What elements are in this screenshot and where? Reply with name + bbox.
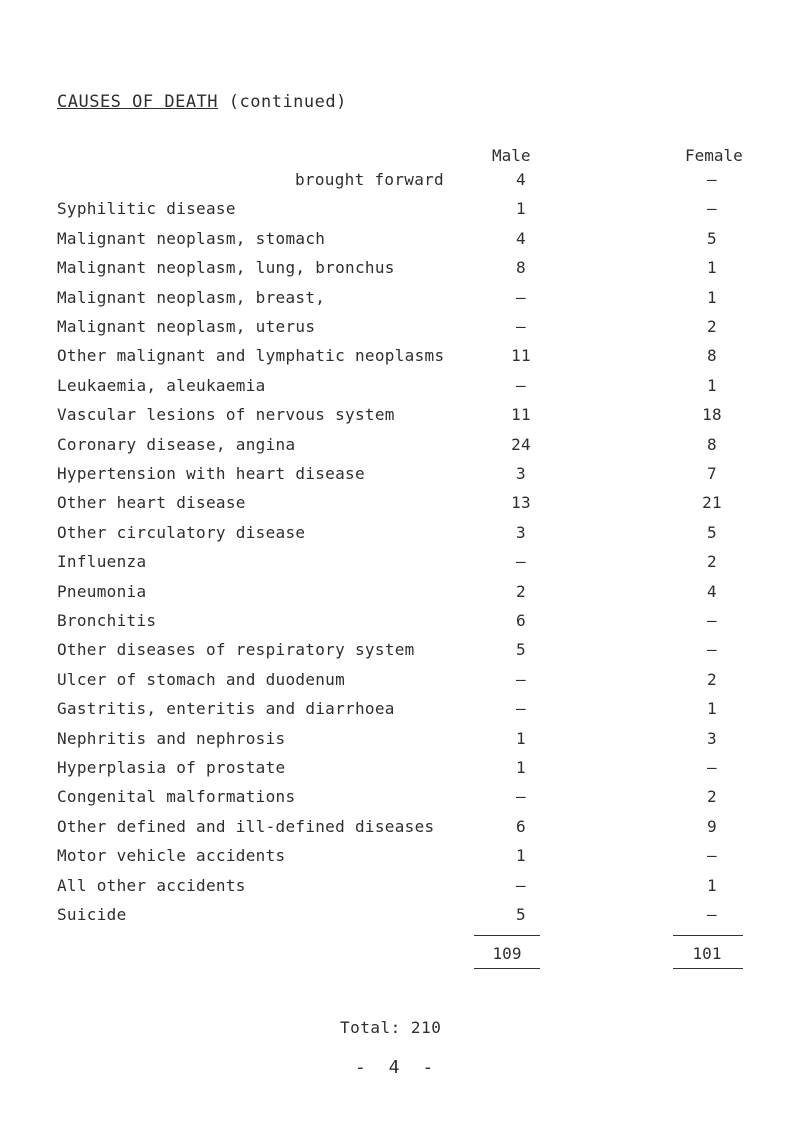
male-count: — <box>516 288 526 307</box>
table-row <box>57 523 757 547</box>
cause-label: Pneumonia <box>57 582 147 601</box>
table-row <box>57 288 757 312</box>
table-row <box>57 199 757 223</box>
male-count: 11 <box>511 346 531 365</box>
table-row <box>57 552 757 576</box>
table-row <box>57 464 757 488</box>
table-row <box>57 405 757 429</box>
male-count: 3 <box>516 464 526 483</box>
female-count: — <box>707 905 717 924</box>
male-count: 3 <box>516 523 526 542</box>
female-count: 3 <box>707 729 717 748</box>
male-count: 24 <box>511 435 531 454</box>
cause-label: Leukaemia, aleukaemia <box>57 376 266 395</box>
cause-label: Other defined and ill-defined diseases <box>57 817 435 836</box>
table-row <box>57 729 757 753</box>
female-count: 8 <box>707 346 717 365</box>
male-count: 11 <box>511 405 531 424</box>
cause-label: Hyperplasia of prostate <box>57 758 286 777</box>
total-rule-female-bottom <box>673 968 743 969</box>
male-count: 2 <box>516 582 526 601</box>
heading-title: CAUSES OF DEATH <box>57 92 219 112</box>
cause-label: Ulcer of stomach and duodenum <box>57 670 346 689</box>
cause-label: Hypertension with heart disease <box>57 464 365 483</box>
cause-label: Vascular lesions of nervous system <box>57 405 395 424</box>
male-count: — <box>516 552 526 571</box>
male-count: — <box>516 376 526 395</box>
table-row <box>57 376 757 400</box>
female-count: 5 <box>707 229 717 248</box>
table-row <box>57 611 757 635</box>
female-count: — <box>707 758 717 777</box>
table-row <box>57 317 757 341</box>
male-count: — <box>516 699 526 718</box>
male-count: 5 <box>516 640 526 659</box>
cause-label: Coronary disease, angina <box>57 435 296 454</box>
cause-label: Syphilitic disease <box>57 199 236 218</box>
page-heading <box>57 92 347 112</box>
female-count: — <box>707 846 717 865</box>
male-count: — <box>516 317 526 336</box>
male-count: 5 <box>516 905 526 924</box>
cause-label: Malignant neoplasm, breast, <box>57 288 326 307</box>
grand-total: Total: 210 <box>340 1018 442 1037</box>
column-header-female: Female <box>685 146 743 165</box>
table-row <box>57 670 757 694</box>
male-count: 4 <box>516 170 526 189</box>
female-count: — <box>707 611 717 630</box>
male-count: 4 <box>516 229 526 248</box>
cause-label: Congenital malformations <box>57 787 296 806</box>
cause-label: Other heart disease <box>57 493 246 512</box>
female-count: 1 <box>707 258 717 277</box>
female-count: 1 <box>707 699 717 718</box>
male-count: — <box>516 876 526 895</box>
female-count: 4 <box>707 582 717 601</box>
table-row <box>57 170 757 194</box>
cause-label: Other malignant and lymphatic neoplasms <box>57 346 445 365</box>
female-count: 21 <box>702 493 722 512</box>
column-header-male: Male <box>492 146 531 165</box>
male-count: 13 <box>511 493 531 512</box>
female-count: 9 <box>707 817 717 836</box>
table-row <box>57 876 757 900</box>
cause-label: Other circulatory disease <box>57 523 306 542</box>
cause-label: Malignant neoplasm, uterus <box>57 317 316 336</box>
page-number: - 4 - <box>355 1057 440 1078</box>
cause-label: Malignant neoplasm, lung, bronchus <box>57 258 395 277</box>
table-row <box>57 229 757 253</box>
male-count: 1 <box>516 199 526 218</box>
heading-suffix: (continued) <box>218 92 347 112</box>
male-count: 6 <box>516 611 526 630</box>
male-count: 1 <box>516 729 526 748</box>
female-count: 8 <box>707 435 717 454</box>
male-count: 6 <box>516 817 526 836</box>
female-count: 1 <box>707 288 717 307</box>
male-count: — <box>516 787 526 806</box>
cause-label: Nephritis and nephrosis <box>57 729 286 748</box>
cause-label: Other diseases of respiratory system <box>57 640 415 659</box>
female-count: 1 <box>707 876 717 895</box>
total-rule-male-top <box>474 935 540 936</box>
cause-label: Suicide <box>57 905 127 924</box>
cause-label: All other accidents <box>57 876 246 895</box>
female-count: 2 <box>707 317 717 336</box>
table-row <box>57 640 757 664</box>
table-row <box>57 258 757 282</box>
female-count: 2 <box>707 787 717 806</box>
table-row <box>57 787 757 811</box>
female-count: — <box>707 199 717 218</box>
table-row <box>57 758 757 782</box>
female-count: — <box>707 170 717 189</box>
cause-label: Bronchitis <box>57 611 157 630</box>
female-count: 7 <box>707 464 717 483</box>
cause-label: Influenza <box>57 552 147 571</box>
total-female: 101 <box>692 944 722 963</box>
table-row <box>57 582 757 606</box>
table-row <box>57 846 757 870</box>
table-row <box>57 905 757 929</box>
table-row <box>57 699 757 723</box>
cause-label: Motor vehicle accidents <box>57 846 286 865</box>
female-count: 18 <box>702 405 722 424</box>
table-row <box>57 493 757 517</box>
cause-label: Gastritis, enteritis and diarrhoea <box>57 699 395 718</box>
total-rule-male-bottom <box>474 968 540 969</box>
cause-label: brought forward <box>295 170 444 189</box>
male-count: 8 <box>516 258 526 277</box>
cause-label: Malignant neoplasm, stomach <box>57 229 326 248</box>
male-count: — <box>516 670 526 689</box>
table-row <box>57 817 757 841</box>
male-count: 1 <box>516 846 526 865</box>
male-count: 1 <box>516 758 526 777</box>
table-row <box>57 435 757 459</box>
total-rule-female-top <box>673 935 743 936</box>
female-count: 2 <box>707 670 717 689</box>
female-count: 2 <box>707 552 717 571</box>
table-row <box>57 346 757 370</box>
female-count: 1 <box>707 376 717 395</box>
female-count: 5 <box>707 523 717 542</box>
female-count: — <box>707 640 717 659</box>
total-male: 109 <box>492 944 522 963</box>
